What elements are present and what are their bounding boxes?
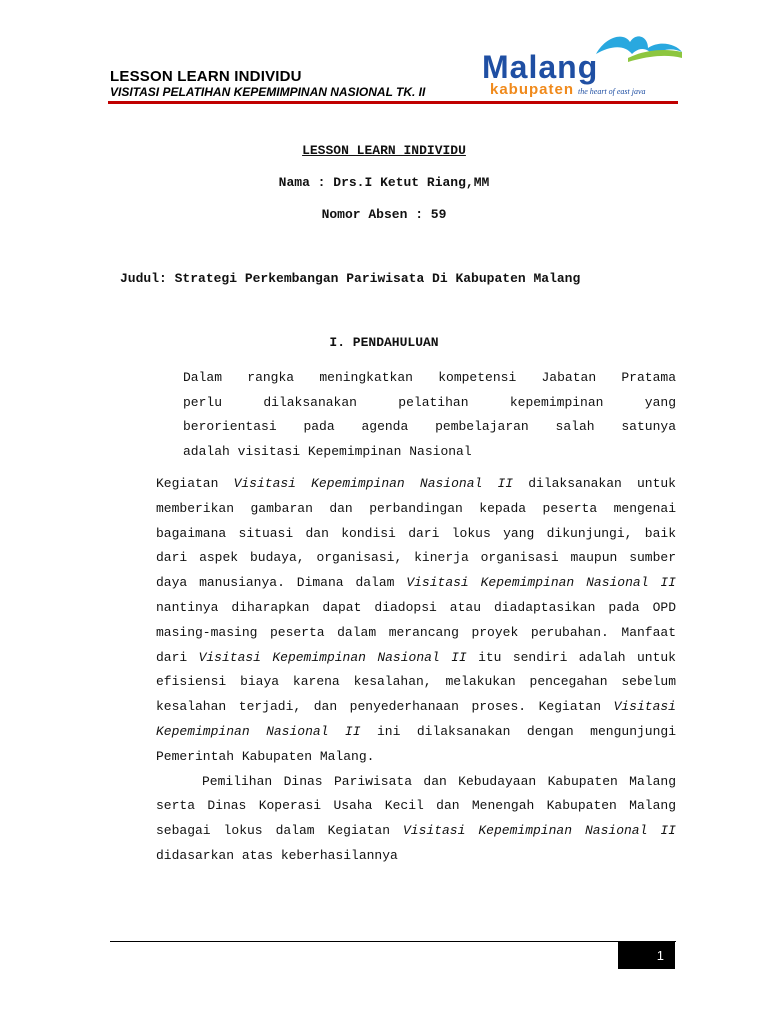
intro-line: perlu dilaksanakan pelatihan kepemimpinan yang [183,394,676,410]
malang-logo [478,28,683,103]
intro-line: berorientasi pada agenda pembelajaran salah satunya [183,419,676,434]
text-run: Pemilihan Dinas Pariwisata dan Kebudayaan Kabupaten Malang serta Dinas Koperasi Usaha Kecil dan Menengah Kabupaten Malang sebagai lokus dalam Kegiatan [156,773,676,839]
logo-green-swoosh [628,50,682,62]
text-run: Kegiatan [156,476,234,491]
text-run: itu sendiri adalah untuk efisiensi biaya karena kesalahan, melakukan pencegahan sebelum kesalahan terjadi, dan penyederhanaan proses. Kegiatan [156,649,676,715]
section-heading: I. PENDAHULUAN [329,335,439,350]
text-run: didasarkan atas keberhasilannya [156,847,398,863]
body-text [156,472,676,869]
italic-term: Visitasi Kepemimpinan Nasional II [233,476,514,491]
logo-tagline: the heart of east java [578,87,646,96]
body-paragraph-2 [156,770,676,869]
footer-divider [110,941,676,942]
document-title: LESSON LEARN INDIVIDU [302,143,466,158]
page-number: 1 [618,942,675,969]
author-name: Nama : Drs.I Ketut Riang,MM [278,175,490,190]
header-subtitle: VISITASI PELATIHAN KEPEMIMPINAN NASIONAL TK. II [110,85,426,99]
logo-wordmark: Malang [482,49,599,85]
italic-term: Visitasi Kepemimpinan Nasional II [406,575,676,591]
intro-line: adalah visitasi Kepemimpinan Nasional [183,443,472,459]
text-run: ini dilaksanakan dengan mengunjungi Pemerintah Kabupaten Malang. [156,723,676,764]
text-run: dilaksanakan untuk memberikan gambaran dan perbandingan kepada peserta mengenai bagaimana situasi dan kondisi dari lokus yang dikunjungi, baik dari aspek budaya, organisasi, kinerja organisasi maupun sumber daya manusianya. Dimana dalam [156,476,676,591]
intro-line: Dalam rangka meningkatkan kompetensi Jabatan Pratama [183,370,676,385]
intro-paragraph [183,366,676,464]
document-topic: Judul: Strategi Perkembangan Pariwisata Di Kabupaten Malang [120,271,581,286]
italic-term: Visitasi Kepemimpinan Nasional II [198,649,467,665]
body-paragraph-1 [156,472,676,770]
header-title: LESSON LEARN INDIVIDU [110,68,302,85]
italic-term: Visitasi Kepemimpinan Nasional II [156,699,676,739]
attendance-number: Nomor Absen : 59 [321,207,447,222]
italic-term: Visitasi Kepemimpinan Nasional II [402,823,676,839]
text-run: nantinya diharapkan dapat diadopsi atau diadaptasikan pada OPD masing-masing peserta dalam merancang proyek perubahan. Manfaat dari [156,599,676,665]
logo-sub: kabupaten [490,81,575,98]
